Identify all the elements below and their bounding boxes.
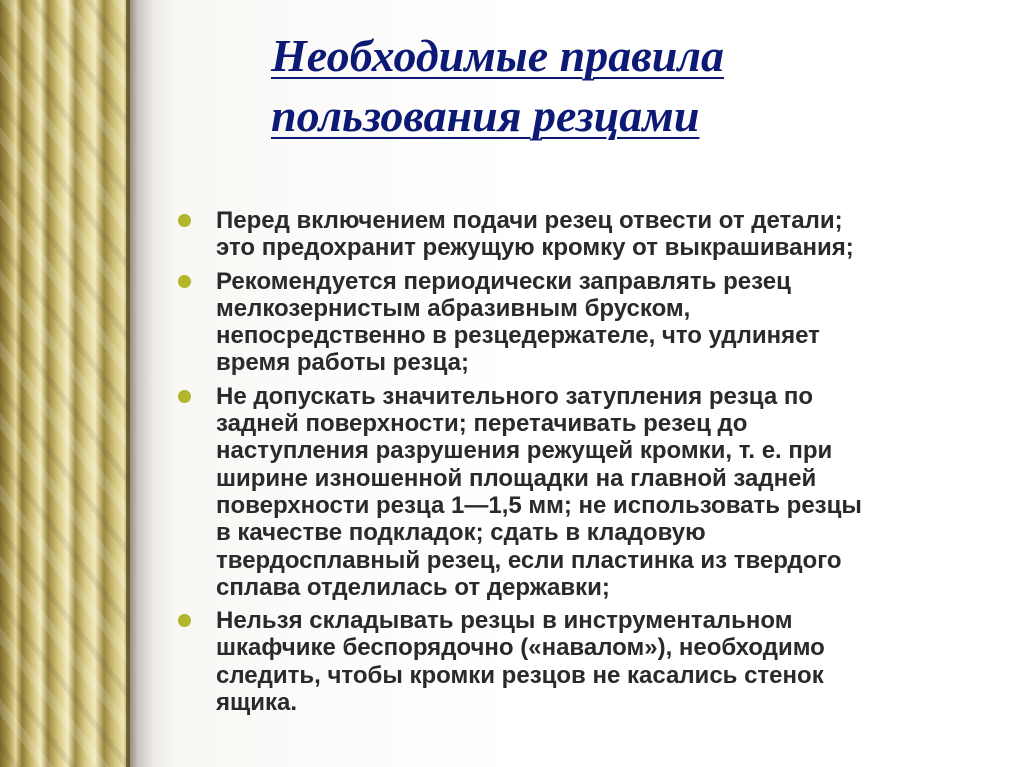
slide-title-line-1: Необходимые правила [271, 30, 724, 81]
slide-title [271, 26, 991, 146]
rule-text: Рекомендуется периодически заправлять резец мелкозернистым абразивным бруском, непосредственно в резцедержателе, что удлиняет время работы резца; [216, 267, 820, 377]
slide-title-line-2: пользования резцами [271, 90, 700, 141]
pillar-shadow [130, 0, 176, 767]
gold-pillar-graphic [0, 0, 130, 767]
bullet-dot-icon [178, 614, 191, 627]
rule-item [178, 607, 998, 716]
rules-list [178, 207, 998, 722]
bullet-dot-icon [178, 390, 191, 403]
rule-text: Не допускать значительного затупления резца по задней поверхности; перетачивать резец до наступления разрушения режущей кромки, т. е. при ширине изношенной площадки на главной задней поверхности резца 1—1,5 мм; не использовать резцы в качестве подкладок; сдать в кладовую твердосплавный резец, если пластинка из твердого сплава отделилась от державки; [216, 382, 862, 601]
rule-item [178, 383, 998, 601]
bullet-dot-icon [178, 275, 191, 288]
decorative-gold-pillar [0, 0, 130, 767]
bullet-dot-icon [178, 214, 191, 227]
rule-text: Нельзя складывать резцы в инструментальном шкафчике беспорядочно («навалом»), необходимо следить, чтобы кромки резцов не касались стенок ящика. [216, 607, 825, 717]
rule-item [178, 207, 998, 262]
rule-item [178, 268, 998, 377]
rule-text: Перед включением подачи резец отвести от детали; это предохранит режущую кромку от выкрашивания; [216, 207, 854, 262]
pillar-diagonal-stripes [0, 0, 130, 767]
